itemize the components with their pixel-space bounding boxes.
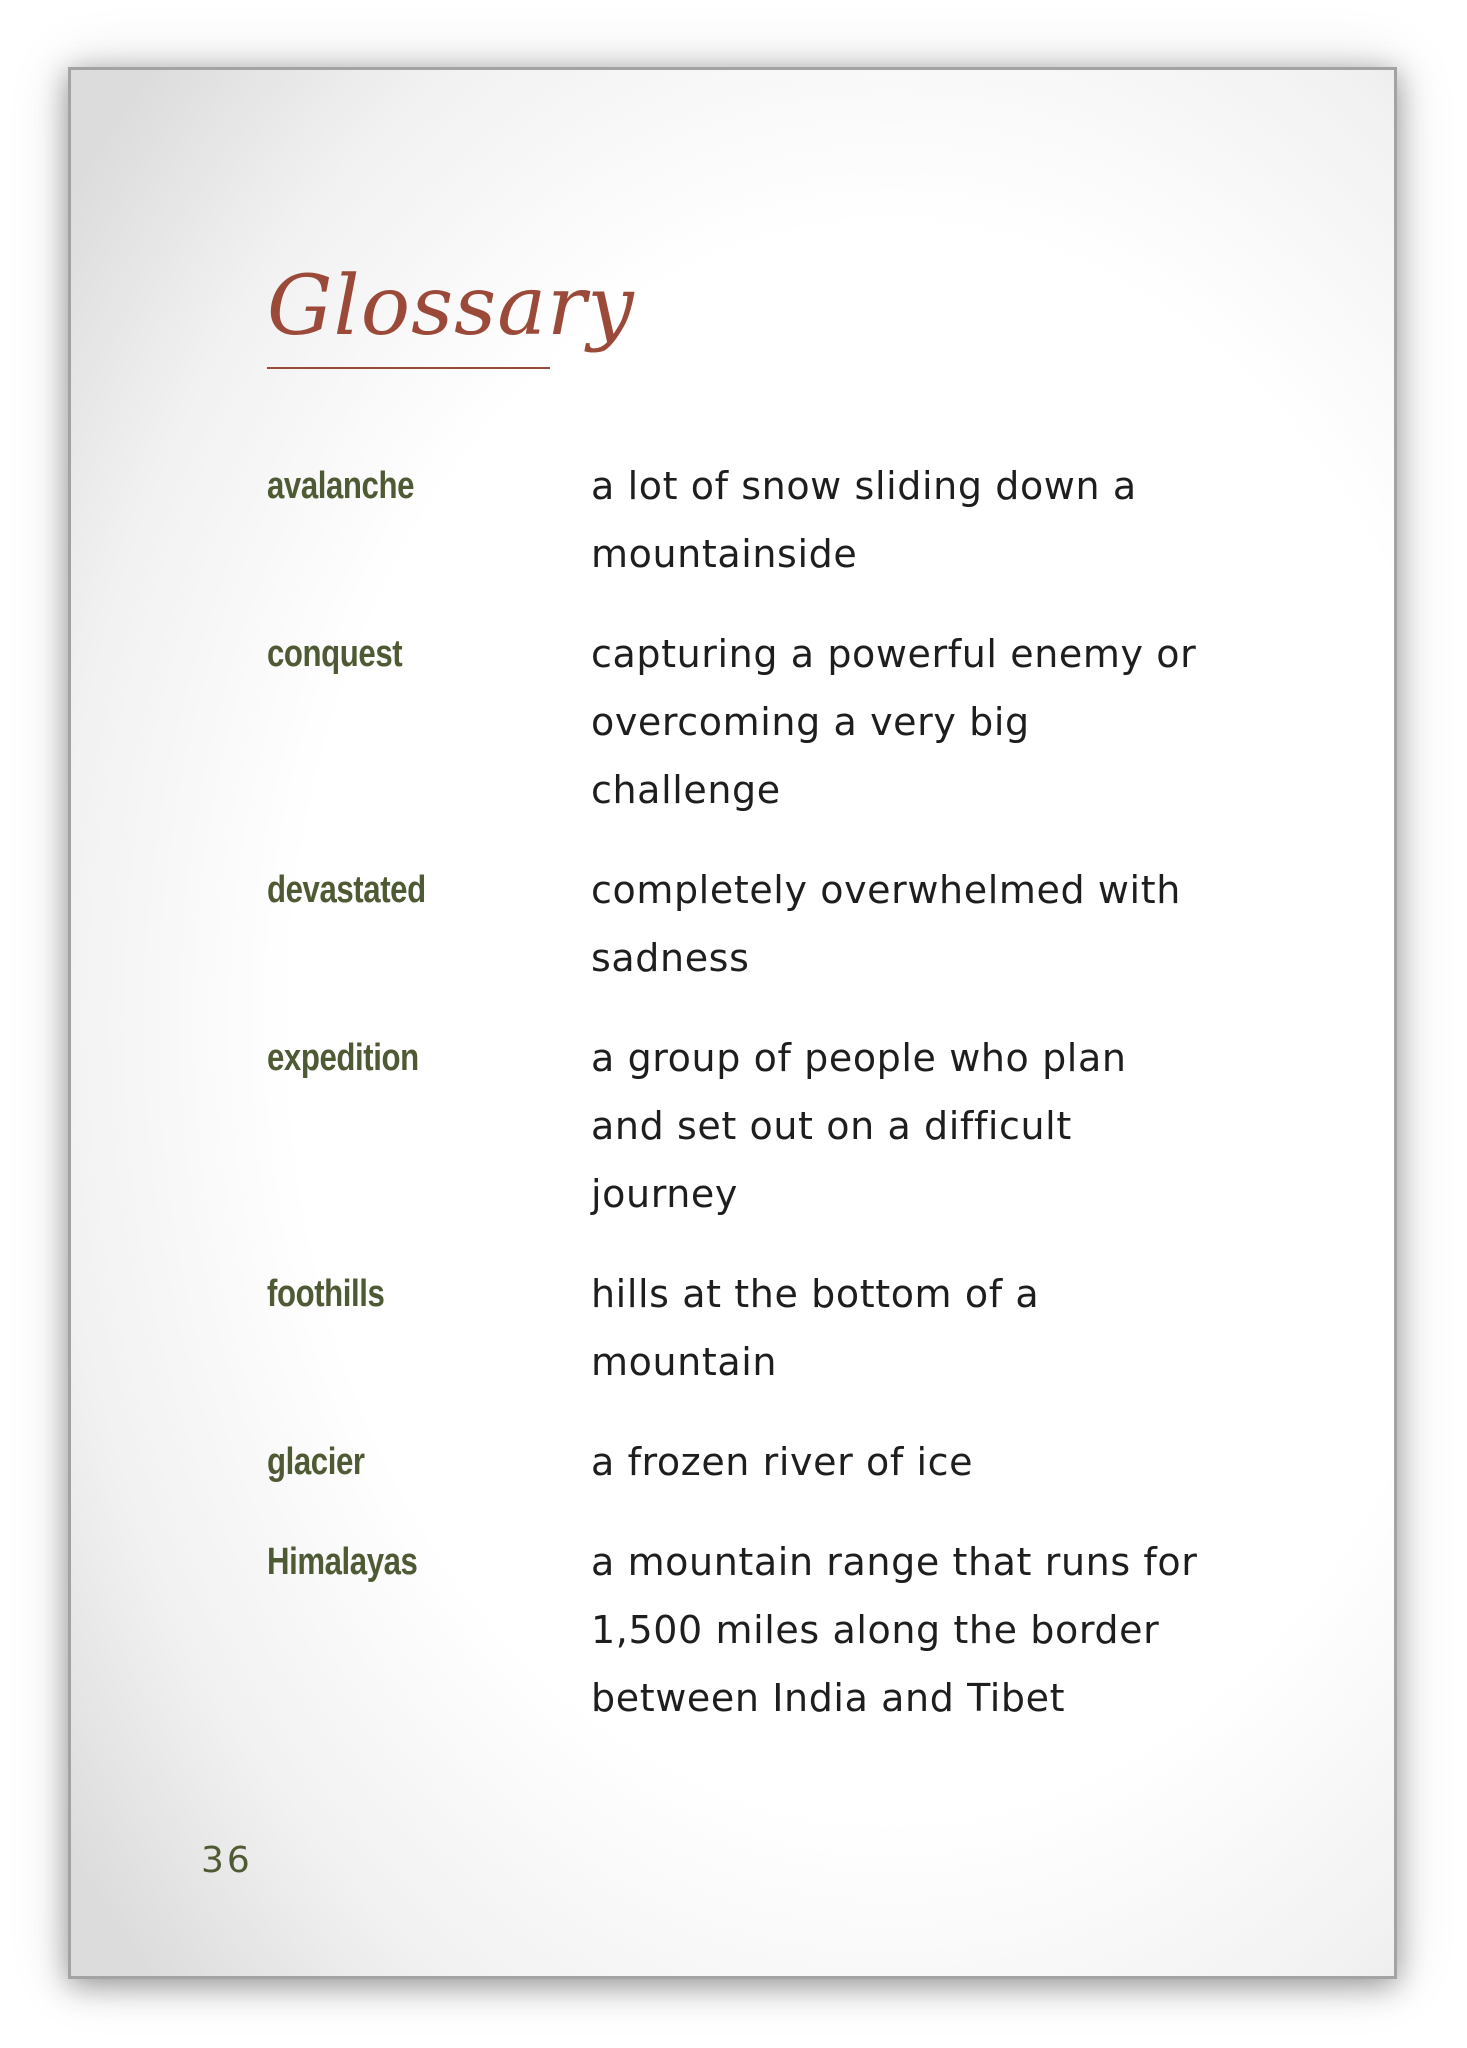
book-page: [68, 67, 1397, 1979]
glossary-entry: [267, 452, 1267, 588]
glossary-term: conquest: [267, 633, 403, 675]
glossary-title: Glossary: [267, 259, 635, 354]
glossary-definition: a group of people who plan and set out on a difficult journey: [591, 1036, 1127, 1216]
page-number: 36: [201, 1840, 253, 1881]
glossary-entry: [267, 1528, 1267, 1732]
glossary-entry: [267, 856, 1267, 992]
glossary-definition: capturing a powerful enemy or overcoming a very big challenge: [591, 632, 1197, 812]
glossary-list: [267, 452, 1267, 1764]
glossary-term: glacier: [267, 1441, 365, 1483]
glossary-term: avalanche: [267, 465, 415, 507]
glossary-definition: a frozen river of ice: [591, 1440, 974, 1484]
glossary-entry: [267, 620, 1267, 824]
glossary-term: devastated: [267, 869, 426, 911]
glossary-term: Himalayas: [267, 1541, 418, 1583]
glossary-definition: completely overwhelmed with sadness: [591, 868, 1181, 980]
glossary-entry: [267, 1024, 1267, 1228]
title-underline: [267, 367, 550, 369]
glossary-entry: [267, 1260, 1267, 1396]
glossary-definition: a mountain range that runs for 1,500 miles along the border between India and Tibet: [591, 1540, 1198, 1720]
glossary-term: expedition: [267, 1037, 419, 1079]
glossary-term: foothills: [267, 1273, 385, 1315]
glossary-definition: hills at the bottom of a mountain: [591, 1272, 1040, 1384]
glossary-entry: [267, 1428, 1267, 1496]
glossary-definition: a lot of snow sliding down a mountainside: [591, 464, 1137, 576]
